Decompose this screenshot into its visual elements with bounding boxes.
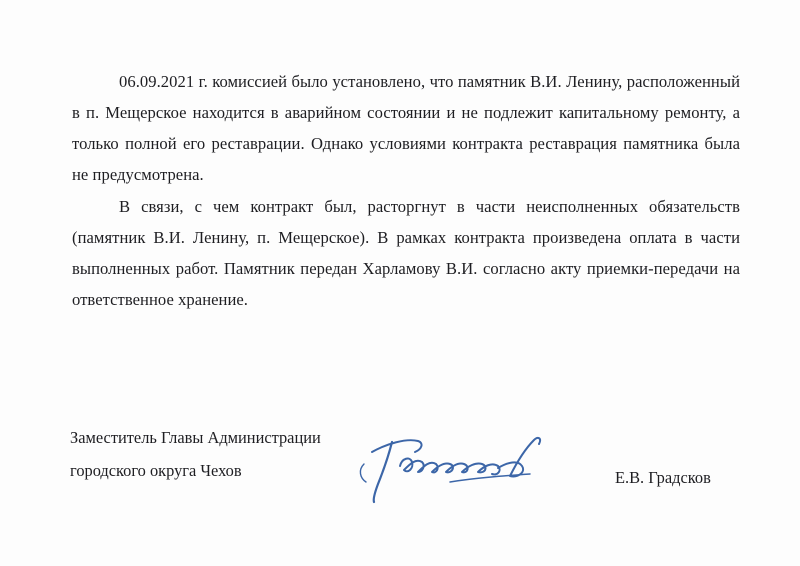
handwritten-signature xyxy=(352,422,554,510)
signatory-position xyxy=(70,421,321,487)
paragraph-commission-finding: 06.09.2021 г. комиссией было установлено, что памятник В.И. Ленину, расположенный в п. Мещерское находится в аварийном состоянии и не подлежит капитальному ремонту, а только полной его реставрации. Однако условиями контракта реставрация памятника была не предусмотрена. xyxy=(72,72,740,184)
signer-name: Е.В. Градсков xyxy=(615,468,711,487)
signatory-position-line-2: городского округа Чехов xyxy=(70,461,242,480)
paragraph-contract-termination: В связи, с чем контракт был, расторгнут в части неисполненных обязательств (памятник В.И. Ленину, п. Мещерское). В рамках контракта произведена оплата в части выполненных работ. Памятник передан Харламову В.И. согласно акту приемки-передачи на ответственное хранение. xyxy=(72,197,740,309)
document-body xyxy=(72,66,740,315)
signatory-position-line-1: Заместитель Главы Администрации xyxy=(70,428,321,447)
